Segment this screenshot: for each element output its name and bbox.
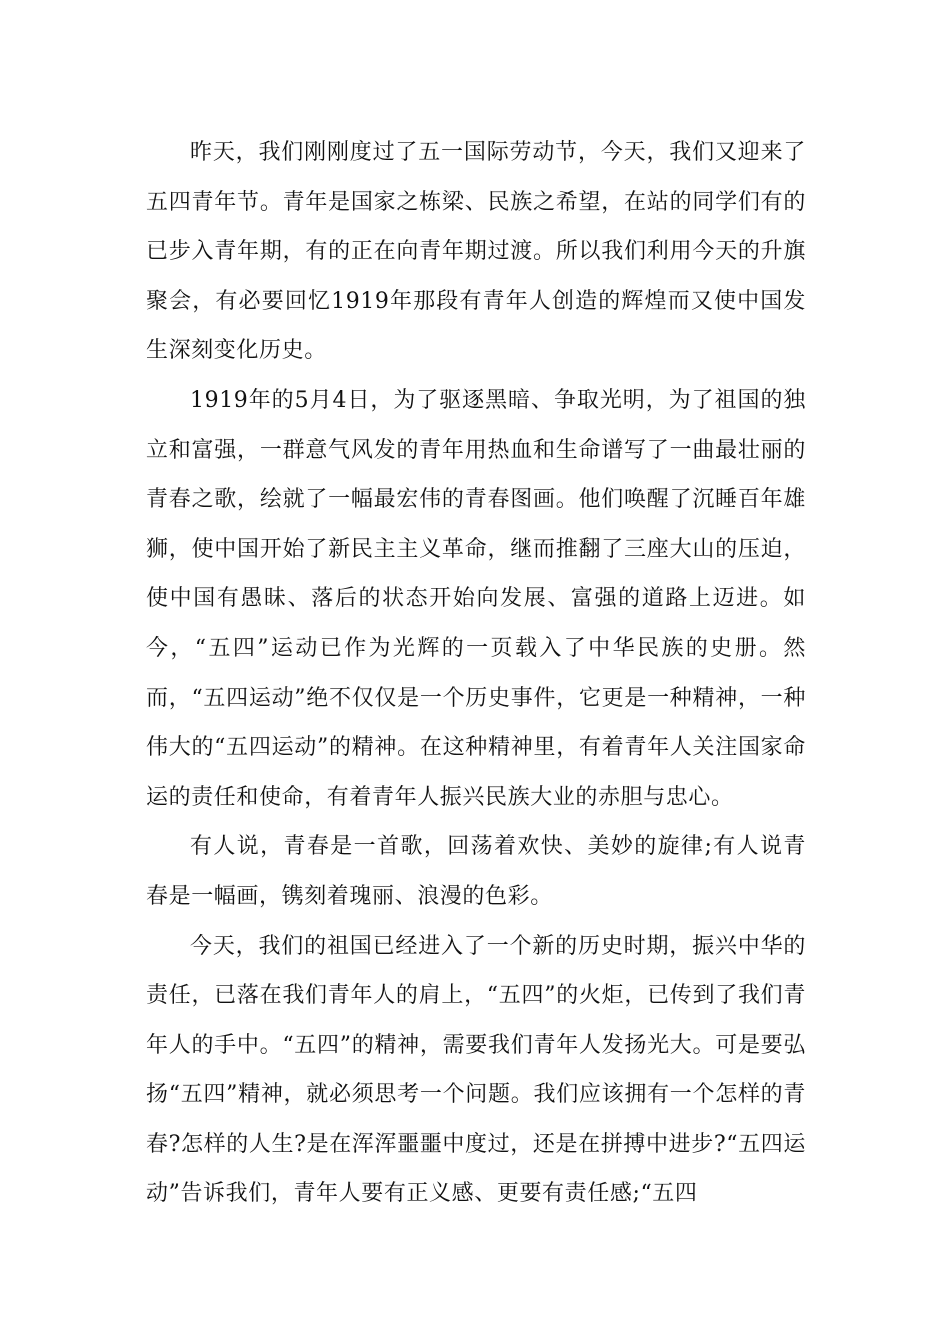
paragraph-1: 昨天，我们刚刚度过了五一国际劳动节，今天，我们又迎来了五四青年节。青年是国家之栋梁、民族之希望，在站的同学们有的已步入青年期，有的正在向青年期过渡。所以我们利用今天的升旗聚会，有必要回忆1919年那段有青年人创造的辉煌而又使中国发生深刻变化历史。 <box>146 140 806 364</box>
paragraph-3: 有人说，青春是一首歌，回荡着欢快、美妙的旋律;有人说青春是一幅画，镌刻着瑰丽、浪漫的色彩。 <box>146 834 806 909</box>
paragraph-4: 今天，我们的祖国已经进入了一个新的历史时期，振兴中华的责任，已落在我们青年人的肩上，“五四”的火炬，已传到了我们青年人的手中。“五四”的精神，需要我们青年人发扬光大。可是要弘扬“五四”精神，就必须思考一个问题。我们应该拥有一个怎样的青春?怎样的人生?是在浑浑噩噩中度过，还是在拼搏中进步?“五四运动”告诉我们，青年人要有正义感、更要有责任感;“五四 <box>146 933 806 1207</box>
paragraph-2: 1919年的5月4日，为了驱逐黑暗、争取光明，为了祖国的独立和富强，一群意气风发的青年用热血和生命谱写了一曲最壮丽的青春之歌，绘就了一幅最宏伟的青春图画。他们唤醒了沉睡百年雄狮，使中国开始了新民主主义革命，继而推翻了三座大山的压迫，使中国有愚昧、落后的状态开始向发展、富强的道路上迈进。如今，“五四”运动已作为光辉的一页载入了中华民族的史册。然而，“五四运动”绝不仅仅是一个历史事件，它更是一种精神，一种伟大的“五四运动”的精神。在这种精神里，有着青年人关注国家命运的责任和使命，有着青年人振兴民族大业的赤胆与忠心。 <box>146 387 806 810</box>
document-body <box>146 128 806 1219</box>
